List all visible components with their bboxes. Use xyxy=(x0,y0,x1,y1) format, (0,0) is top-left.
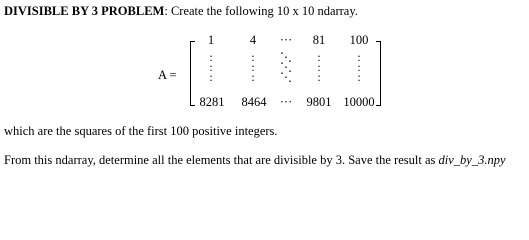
matrix-vdots-col-2: : : : xyxy=(251,50,255,84)
matrix-vdots-col-9: : : : xyxy=(317,50,321,84)
matrix-label: A = xyxy=(158,68,177,82)
matrix-cell-bottom-ellipsis: ··· xyxy=(279,95,293,109)
matrix-cell-top-10: 100 xyxy=(349,33,369,47)
matrix-cell-top-ellipsis: ··· xyxy=(279,33,293,47)
task-text xyxy=(4,153,506,168)
matrix-cell-top-1: 1 xyxy=(207,33,215,47)
problem-title-rest: : Create the following 10 x 10 ndarray. xyxy=(164,4,358,18)
matrix-vdots-col-10: : : : xyxy=(357,50,361,84)
matrix-cell-top-2: 4 xyxy=(249,33,257,47)
matrix-cell-top-9: 81 xyxy=(312,33,326,47)
matrix-ddots: ⋱ ⋱ ⋱ xyxy=(280,50,292,84)
matrix-vdots-col-1: : : : xyxy=(209,50,213,84)
problem-title-bold: DIVISIBLE BY 3 PROBLEM xyxy=(4,4,165,18)
matrix-cell-bottom-9: 9801 xyxy=(306,95,332,109)
matrix-cell-bottom-2: 8464 xyxy=(241,95,267,109)
matrix-cell-bottom-1: 8281 xyxy=(199,95,225,109)
output-filename: div_by_3.npy xyxy=(438,153,506,167)
matrix-cell-bottom-10: 10000 xyxy=(343,95,375,109)
description-text: which are the squares of the first 100 positive integers. xyxy=(4,124,278,138)
task-sentence: From this ndarray, determine all the elements that are divisible by 3. Save the result as xyxy=(4,153,439,167)
